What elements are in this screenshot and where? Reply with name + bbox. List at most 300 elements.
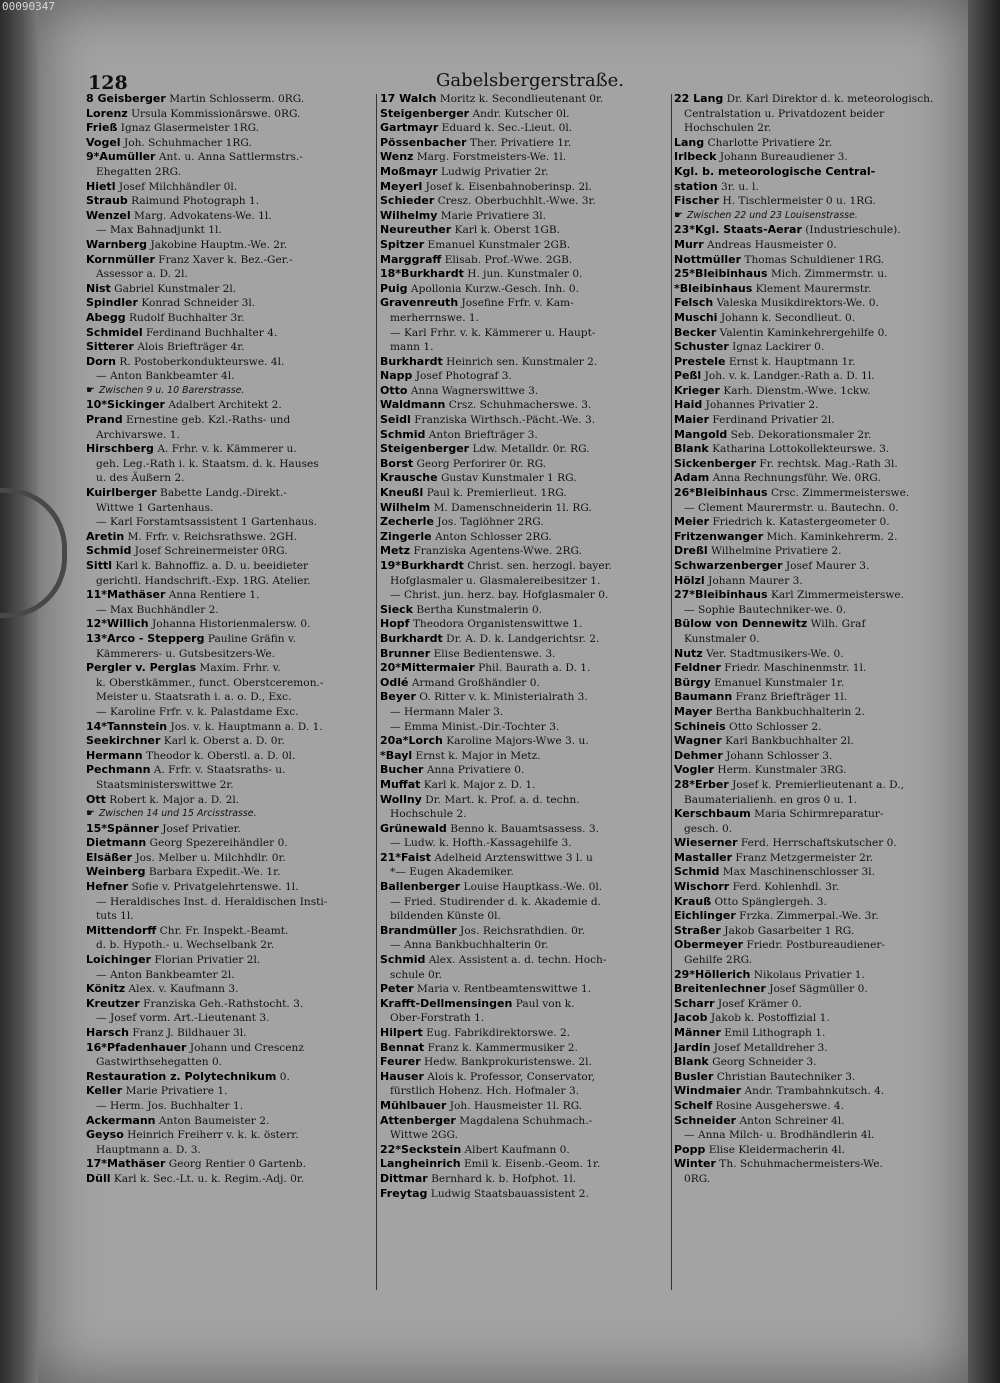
resident-details: — Max Bahnadjunkt 1l.: [96, 224, 222, 237]
resident-details: M. Damenschneiderin 1l. RG.: [433, 501, 592, 514]
resident-details: Paul von k.: [515, 997, 575, 1010]
resident-name: Blank: [674, 1055, 709, 1069]
directory-entry: [380, 253, 670, 268]
directory-entry: [86, 267, 372, 282]
resident-details: Anna Rentiere 1.: [168, 589, 260, 602]
resident-name: Dreßl: [674, 544, 708, 558]
directory-entry: [674, 369, 954, 384]
resident-details: Josef k. Premierlieutenant a. D.,: [732, 778, 905, 791]
pointing-hand-icon: ☛: [674, 209, 683, 221]
resident-name: Odlé: [380, 675, 409, 689]
directory-entry: [86, 895, 372, 910]
directory-entry: [380, 1187, 670, 1202]
directory-entry: [86, 851, 372, 866]
resident-name: Mastaller: [674, 850, 733, 864]
resident-details: Valentin Kaminkehrergehilfe 0.: [719, 326, 888, 339]
directory-entry: [380, 734, 670, 749]
directory-entry: [674, 880, 954, 895]
directory-entry: [86, 793, 372, 808]
directory-entry: [380, 398, 670, 413]
directory-entry: [86, 515, 372, 530]
directory-entry: [86, 1026, 372, 1041]
directory-entry: [674, 865, 954, 880]
resident-details: Meister u. Staatsrath i. a. o. D., Exc.: [96, 691, 292, 704]
resident-name: Burkhardt: [380, 354, 443, 368]
resident-name: Nist: [86, 281, 111, 295]
resident-name: Otto: [380, 383, 408, 397]
directory-entry: [674, 282, 954, 297]
directory-entry: [86, 1143, 372, 1158]
resident-details: Franz Metzgermeister 2r.: [735, 851, 874, 864]
directory-entry: [674, 924, 954, 939]
resident-details: — Heraldisches Inst. d. Heraldischen Insti-: [96, 895, 328, 908]
resident-details: Staatsministerswittwe 2r.: [96, 778, 234, 791]
directory-entry: [380, 486, 670, 501]
resident-details: Johann k. Secondlieut. 0.: [720, 311, 856, 324]
directory-entry: [86, 603, 372, 618]
directory-entry: [380, 501, 670, 516]
resident-details: M. Frfr. v. Reichsrathswe. 2GH.: [127, 530, 298, 543]
resident-name: Wollny: [380, 792, 422, 806]
resident-name: 16*Pfadenhauer: [86, 1040, 187, 1054]
resident-name: Hilpert: [380, 1026, 423, 1039]
resident-name: Kuirlberger: [86, 486, 157, 500]
resident-name: Mittendorff: [86, 923, 157, 937]
directory-entry: [674, 982, 954, 997]
resident-name: Sickenberger: [674, 456, 757, 470]
resident-details: — Max Buchhändler 2.: [96, 603, 219, 616]
directory-entry: [86, 865, 372, 880]
directory-entry: [674, 997, 954, 1012]
resident-details: Bernhard k. b. Hofphot. 1l.: [431, 1172, 577, 1185]
resident-details: tuts 1l.: [96, 910, 134, 923]
resident-name: Pössenbacher: [380, 135, 467, 149]
resident-name: Straßer: [674, 923, 721, 937]
resident-name: Düll: [86, 1171, 111, 1185]
directory-entry: [674, 515, 954, 530]
directory-entry: [674, 311, 954, 326]
directory-entry: [674, 121, 954, 136]
directory-entry: [674, 574, 954, 589]
resident-details: (Industrieschule).: [805, 224, 901, 237]
resident-details: Mich. Kaminkehrerm. 2.: [766, 530, 898, 543]
resident-name: Blank: [674, 442, 709, 456]
directory-entry: [380, 238, 670, 253]
directory-entry: [674, 253, 954, 268]
resident-details: Ludwig Staatsbauassistent 2.: [430, 1187, 589, 1200]
directory-entry: [674, 398, 954, 413]
resident-name: Jardin: [674, 1040, 711, 1054]
archive-stamp: 00090347: [2, 0, 55, 13]
resident-name: Puig: [380, 281, 408, 295]
resident-details: 0RG.: [684, 1172, 711, 1185]
resident-details: Gabriel Kunstmaler 2l.: [114, 282, 237, 295]
resident-details: Theodor k. Oberstl. a. D. 0l.: [146, 749, 296, 762]
resident-details: Raimund Photograph 1.: [131, 195, 260, 208]
directory-entry: [674, 530, 954, 545]
resident-details: Baumaterialienh. en gros 0 u. 1.: [684, 793, 858, 806]
resident-name: Maier: [674, 413, 710, 427]
resident-name: Bennat: [380, 1040, 425, 1054]
directory-entry: [86, 253, 372, 268]
resident-name: Sieck: [380, 602, 413, 616]
resident-name: Restauration z. Polytechnikum: [86, 1069, 277, 1083]
directory-entry: [674, 734, 954, 749]
resident-details: Alois k. Professor, Conservator,: [427, 1070, 595, 1083]
resident-details: Crsz. Schuhmacherswe. 3.: [448, 399, 592, 412]
resident-details: Franziska Geh.-Rathstocht. 3.: [143, 997, 304, 1010]
resident-details: Centralstation u. Privatdozent beider: [684, 107, 885, 120]
resident-details: — Clement Maurermstr. u. Bautechn. 0.: [684, 501, 899, 514]
directory-entry: [380, 647, 670, 662]
directory-entry: [674, 223, 954, 238]
resident-details: Emanuel Kunstmaler 2GB.: [427, 238, 571, 251]
resident-details: Alex. v. Kaufmann 3.: [128, 983, 239, 996]
resident-name: 27*Bleibinhaus: [674, 588, 768, 602]
resident-details: mann 1.: [390, 341, 434, 354]
resident-name: Grünewald: [380, 821, 447, 835]
directory-entry: [380, 574, 670, 589]
resident-details: Thomas Schuldiener 1RG.: [744, 253, 885, 266]
directory-entry: [674, 1157, 954, 1172]
resident-details: Johann Maurer 3.: [708, 574, 803, 587]
resident-details: Katharina Lottokollekteurswe. 3.: [712, 443, 890, 456]
resident-name: Scharr: [674, 996, 715, 1010]
resident-name: Elsäßer: [86, 850, 133, 864]
directory-entry: [86, 588, 372, 603]
resident-details: Joh. Hausmeister 1l. RG.: [449, 1099, 583, 1112]
resident-details: — Emma Minist.-Dir.-Tochter 3.: [390, 720, 560, 733]
resident-details: Archivarswe. 1.: [96, 428, 180, 441]
resident-details: Chr. Fr. Inspekt.-Beamt.: [159, 924, 289, 937]
resident-details: Andreas Hausmeister 0.: [707, 238, 837, 251]
resident-details: Assessor a. D. 2l.: [96, 268, 188, 281]
resident-details: Marie Privatiere 1.: [125, 1085, 228, 1098]
directory-entry: [674, 180, 954, 195]
directory-entry: [86, 880, 372, 895]
directory-entry: [674, 822, 954, 837]
directory-entry: [380, 267, 670, 282]
resident-details: — Hermann Maler 3.: [390, 705, 504, 718]
directory-entry: [86, 180, 372, 195]
resident-name: Meier: [674, 515, 710, 529]
directory-entry: [674, 851, 954, 866]
directory-entry: [380, 690, 670, 705]
resident-name: Dietmann: [86, 836, 147, 850]
resident-details: Barbara Expedit.-We. 1r.: [148, 866, 281, 879]
resident-name: Obermeyer: [674, 938, 744, 952]
directory-entry: [380, 924, 670, 939]
directory-entry: [86, 1011, 372, 1026]
resident-name: Aretin: [86, 529, 125, 543]
directory-entry: [674, 617, 954, 632]
resident-name: 12*Willich: [86, 617, 149, 631]
resident-name: Hefner: [86, 880, 129, 894]
directory-entry: [86, 136, 372, 151]
resident-details: Friedr. Postbureaudiener-: [746, 939, 885, 952]
directory-entry: [380, 705, 670, 720]
resident-details: Jos. v. k. Hauptmann a. D. 1.: [170, 720, 323, 733]
resident-details: Maxim. Frhr. v.: [199, 662, 281, 675]
directory-entry: [674, 1143, 954, 1158]
directory-entry: [674, 1026, 954, 1041]
resident-name: Hietl: [86, 179, 116, 193]
resident-name: Becker: [674, 325, 717, 339]
resident-name: Jacob: [674, 1011, 708, 1025]
directory-entry: [674, 384, 954, 399]
resident-details: Johann und Crescenz: [189, 1041, 304, 1054]
resident-details: Kämmerers- u. Gutsbesitzers-We.: [96, 647, 276, 660]
resident-details: Konrad Schneider 3l.: [141, 297, 256, 310]
resident-name: Feurer: [380, 1055, 421, 1069]
resident-details: Alois Briefträger 4r.: [137, 341, 245, 354]
resident-details: Ver. Stadtmusikers-We. 0.: [706, 647, 844, 660]
directory-entry: [380, 1070, 670, 1085]
directory-entry: [674, 544, 954, 559]
directory-entry: [86, 953, 372, 968]
resident-details: — Karoline Frfr. v. k. Palastdame Exc.: [96, 705, 299, 718]
directory-entry: [380, 1143, 670, 1158]
directory-entry: [380, 413, 670, 428]
directory-entry: [86, 559, 372, 574]
resident-details: Gehilfe 2RG.: [684, 954, 753, 967]
resident-details: Johanna Historienmalersw. 0.: [152, 618, 311, 631]
resident-details: Christian Bautechniker 3.: [716, 1070, 856, 1083]
directory-entry: [674, 1172, 954, 1187]
resident-details: Dr. A. D. k. Landgerichtsr. 2.: [446, 632, 600, 645]
running-head: Gabelsbergerstraße.: [435, 70, 625, 91]
directory-entry: [86, 223, 372, 238]
resident-details: Wittwe 1 Gartenhaus.: [96, 501, 214, 514]
directory-entry: [86, 544, 372, 559]
resident-details: Georg Perforirer 0r. RG.: [416, 457, 547, 470]
resident-details: Hochschulen 2r.: [684, 122, 772, 135]
directory-entry: [380, 895, 670, 910]
directory-entry: [674, 267, 954, 282]
directory-entry: [674, 326, 954, 341]
directory-entry: [380, 1099, 670, 1114]
directory-entry: [86, 369, 372, 384]
resident-details: Adelheid Arztenswittwe 3 l. u: [434, 851, 593, 864]
directory-entry: [86, 749, 372, 764]
directory-entry: [674, 1099, 954, 1114]
resident-name: Schuster: [674, 340, 729, 354]
resident-name: Bürgy: [674, 675, 711, 689]
directory-entry: [86, 909, 372, 924]
directory-entry: [380, 194, 670, 209]
resident-name: Schmid: [380, 427, 426, 441]
resident-name: Steigenberger: [380, 442, 470, 456]
directory-entry: [86, 355, 372, 370]
directory-entry: [86, 326, 372, 341]
pointing-hand-icon: ☛: [86, 808, 95, 820]
resident-name: Meyerl: [380, 179, 423, 193]
resident-details: Jakob k. Postoffizial 1.: [710, 1012, 830, 1025]
directory-entry: [674, 296, 954, 311]
resident-details: Maria v. Rentbeamtenswittwe 1.: [417, 983, 592, 996]
directory-entry: [674, 486, 954, 501]
resident-details: — Sophie Bautechniker-we. 0.: [684, 603, 847, 616]
resident-name: Harsch: [86, 1026, 129, 1039]
resident-details: — Karl Forstamtsassistent 1 Gartenhaus.: [96, 516, 318, 529]
resident-name: Borst: [380, 456, 414, 470]
resident-details: A. Frfr. v. Staatsraths- u.: [153, 764, 286, 777]
resident-details: Theodora Organistenswittwe 1.: [412, 618, 583, 631]
resident-name: Muffat: [380, 777, 421, 791]
resident-name: Gravenreuth: [380, 296, 459, 310]
resident-name: Freytag: [380, 1186, 428, 1200]
resident-details: Anton Schreiner 4l.: [739, 1114, 845, 1127]
resident-details: Karl k. Major z. D. 1.: [423, 778, 536, 791]
resident-name: Kreutzer: [86, 996, 140, 1010]
resident-name: Wischorr: [674, 880, 730, 894]
resident-details: Anton Baumeister 2.: [158, 1114, 270, 1127]
resident-details: Ernst k. Major in Metz.: [415, 749, 541, 762]
directory-entry: [380, 282, 670, 297]
directory-entry: [86, 165, 372, 180]
resident-name: Fritzenwanger: [674, 529, 764, 543]
column-rule: [376, 94, 377, 1290]
resident-name: *Bleibinhaus: [674, 281, 753, 295]
resident-name: Schmid: [674, 865, 720, 879]
resident-name: Hopf: [380, 617, 410, 631]
resident-details: Franziska Wirthsch.-Pächt.-We. 3.: [414, 414, 596, 427]
directory-column-2: [380, 92, 670, 1201]
resident-details: bildenden Künste 0l.: [390, 910, 501, 923]
resident-name: Weinberg: [86, 865, 146, 879]
resident-name: Schmidel: [86, 325, 143, 339]
resident-name: Pechmann: [86, 763, 151, 777]
resident-details: — Josef vorm. Art.-Lieutenant 3.: [96, 1012, 270, 1025]
resident-name: Peßl: [674, 369, 702, 383]
directory-entry: [380, 457, 670, 472]
resident-details: Franziska Agentens-Wwe. 2RG.: [413, 545, 582, 558]
resident-name: Bucher: [380, 763, 424, 777]
resident-name: 28*Erber: [674, 777, 729, 791]
resident-details: *— Eugen Akademiker.: [390, 866, 514, 879]
directory-entry: [86, 1099, 372, 1114]
resident-name: Haid: [674, 398, 703, 412]
directory-entry: [86, 574, 372, 589]
resident-details: Valeska Musikdirektors-We. 0.: [716, 297, 879, 310]
resident-details: fürstlich Hohenz. Hch. Hofmaler 3.: [390, 1085, 580, 1098]
directory-entry: [674, 501, 954, 516]
resident-details: Hauptmann a. D. 3.: [96, 1143, 201, 1156]
page-edge-shadow: [968, 0, 1000, 1383]
resident-name: Fischer: [674, 194, 720, 208]
directory-entry: [86, 530, 372, 545]
resident-name: Prand: [86, 413, 123, 427]
resident-details: Heinrich sen. Kunstmaler 2.: [446, 355, 598, 368]
directory-entry: [380, 661, 670, 676]
resident-details: merherrnswe. 1.: [390, 311, 480, 324]
resident-name: Schneider: [674, 1113, 737, 1127]
resident-details: — Ludw. k. Hofth.-Kassagehilfe 3.: [390, 837, 572, 850]
resident-details: Emil k. Eisenb.-Geom. 1r.: [463, 1158, 601, 1171]
directory-entry: [380, 632, 670, 647]
resident-name: Krieger: [674, 383, 720, 397]
directory-entry: [380, 1055, 670, 1070]
directory-entry: [380, 807, 670, 822]
resident-details: Magdalena Schuhmach.-: [459, 1114, 593, 1127]
directory-entry: [674, 632, 954, 647]
directory-entry: [674, 471, 954, 486]
resident-details: Fr. rechtsk. Mag.-Rath 3l.: [759, 457, 898, 470]
resident-details: Ursula Kommissionärswe. 0RG.: [131, 107, 301, 120]
resident-details: Robert k. Major a. D. 2l.: [109, 793, 240, 806]
resident-name: Abegg: [86, 310, 126, 324]
resident-details: Crsc. Zimmermeisterswe.: [770, 487, 910, 500]
resident-details: Josef Sägmüller 0.: [769, 983, 868, 996]
resident-details: O. Ritter v. k. Ministerialrath 3.: [419, 691, 588, 704]
resident-details: Elise Kleidermacherin 4l.: [708, 1143, 845, 1156]
resident-name: Hauser: [380, 1069, 424, 1083]
resident-details: Dr. Mart. k. Prof. a. d. techn.: [425, 793, 580, 806]
resident-details: Franz k. Kammermusiker 2.: [427, 1041, 578, 1054]
directory-entry: [86, 194, 372, 209]
resident-name: 29*Höllerich: [674, 967, 751, 981]
resident-name: Beyer: [380, 690, 416, 704]
pointing-hand-icon: ☛: [86, 384, 95, 396]
directory-entry: [86, 501, 372, 516]
directory-entry: [380, 136, 670, 151]
resident-name: Waldmann: [380, 398, 446, 412]
resident-name: Ballenberger: [380, 880, 461, 894]
resident-name: 21*Faist: [380, 850, 431, 864]
resident-details: — Anton Bankbeamter 2l.: [96, 968, 235, 981]
resident-name: Zecherle: [380, 515, 434, 529]
resident-name: Kerschbaum: [674, 807, 751, 821]
directory-entry: [86, 982, 372, 997]
resident-details: 3r. u. l.: [721, 180, 759, 193]
directory-entry: [380, 938, 670, 953]
resident-name: Breitenlechner: [674, 982, 766, 996]
resident-details: Josef Privatier.: [162, 822, 241, 835]
resident-details: d. b. Hypoth.- u. Wechselbank 2r.: [96, 939, 275, 952]
directory-entry: [380, 384, 670, 399]
resident-details: Anton Schlosser 2RG.: [434, 530, 552, 543]
directory-entry: [674, 1070, 954, 1085]
resident-details: Jos. Reichsrathdien. 0r.: [460, 924, 586, 937]
resident-details: A. Frhr. v. k. Kämmerer u.: [157, 443, 297, 456]
directory-entry: [674, 836, 954, 851]
resident-name: Mangold: [674, 427, 728, 441]
resident-name: 22 Lang: [674, 92, 724, 105]
directory-entry: [380, 793, 670, 808]
resident-details: Babette Landg.-Direkt.-: [160, 487, 287, 500]
directory-entry: [674, 136, 954, 151]
directory-entry: [86, 1070, 372, 1085]
resident-name: Ackermann: [86, 1113, 156, 1127]
resident-name: 15*Spänner: [86, 821, 159, 835]
resident-name: Frieß: [86, 121, 118, 135]
resident-details: gesch. 0.: [684, 822, 733, 835]
directory-entry: [86, 282, 372, 297]
resident-name: 13*Arco - Stepperg: [86, 631, 205, 645]
resident-details: R. Postoberkondukteurswe. 4l.: [119, 355, 285, 368]
directory-entry: [380, 311, 670, 326]
directory-entry: [380, 559, 670, 574]
resident-details: Marg. Advokatens-We. 1l.: [134, 209, 272, 222]
resident-details: Georg Spezereihändler 0.: [149, 837, 288, 850]
resident-name: Murr: [674, 237, 704, 251]
directory-entry: [674, 676, 954, 691]
resident-details: Th. Schuhmachermeisters-We.: [719, 1158, 883, 1171]
resident-details: Ignaz Lackirer 0.: [732, 341, 825, 354]
directory-entry: [380, 1157, 670, 1172]
resident-details: Ignaz Glasermeister 1RG.: [120, 122, 260, 135]
resident-details: gerichtl. Handschrift.-Exp. 1RG. Atelier.: [96, 574, 311, 587]
